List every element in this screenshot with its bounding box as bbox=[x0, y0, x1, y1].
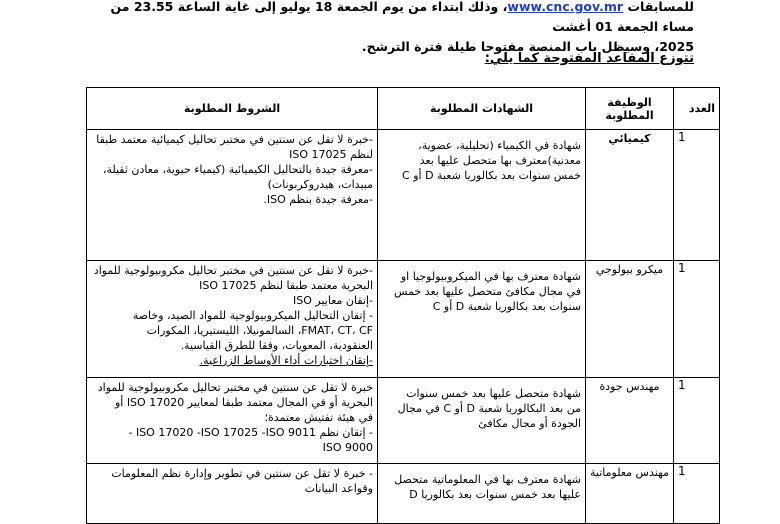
header-degrees: الشهادات المطلوبة bbox=[378, 88, 586, 130]
condition-line: لنظم ISO 17025 bbox=[289, 148, 373, 161]
header-count: العدد bbox=[674, 88, 720, 130]
condition-line: ISO 9000 bbox=[322, 441, 373, 454]
condition-line: -معرفة جيدة بنظم ISO. bbox=[263, 193, 373, 206]
cell-job: مهندس معلوماتية bbox=[586, 464, 674, 524]
degree-line: من بعد البكالوريا شعبة D أو C في مجال bbox=[397, 402, 581, 415]
degree-line: شهادة معترف بها في المعلوماتية متحصل bbox=[394, 473, 581, 486]
intro-line-1 bbox=[94, 0, 694, 37]
condition-line: - إتقان التحاليل الميكروبيولوجية للمواد الصيد، وخاصة bbox=[132, 309, 373, 322]
cell-count: 1 bbox=[674, 378, 720, 464]
condition-line: -إتقان اختبارات أداء الأوساط الزراعية. bbox=[199, 354, 373, 367]
intro-paragraph bbox=[94, 0, 694, 57]
header-job: الوظيفة المطلوبة bbox=[586, 88, 674, 130]
table-header-row bbox=[87, 88, 720, 130]
condition-line: البحرية معتمد طبقا لنظم ISO 17025 bbox=[199, 279, 373, 292]
condition-line: -معرفة جيدة بالتحاليل الكيميائية (كيمياء حيوية، معادن ثقيلة، bbox=[102, 163, 373, 176]
seats-table bbox=[86, 87, 720, 524]
condition-line: -خبرة لا تقل عن سنتين في مختبر تحاليل مكروبيولوجية للمواد bbox=[93, 264, 373, 277]
degree-line: شهادة معترف بها في الميكروبيولوجيا او bbox=[400, 270, 581, 283]
condition-line: العنقودية، المعويات، وفقا للطرق القياسية. bbox=[180, 339, 373, 352]
intro-rest: ، وذلك ابتداء من يوم الجمعة 18 يوليو إلى غاية الساعة 23.55 من مساء الجمعة 01 أغشت bbox=[110, 0, 694, 34]
condition-line: وقواعد البيانات bbox=[304, 482, 373, 495]
condition-line: البحرية أو في المجال معتمد طبقا لمعايير ISO 17020 أو bbox=[114, 396, 373, 409]
cell-job: كيميائي bbox=[586, 130, 674, 261]
section-heading: تتوزع المقاعد المفتوحة كما يلي: bbox=[484, 51, 694, 66]
cell-degrees bbox=[378, 378, 586, 464]
cell-conditions bbox=[87, 464, 378, 524]
cell-job: ميكرو بيولوجي bbox=[586, 261, 674, 378]
cell-count: 1 bbox=[674, 464, 720, 524]
cell-degrees bbox=[378, 464, 586, 524]
site-link[interactable]: www.cnc.gov.mr bbox=[507, 0, 624, 14]
condition-line: -خبرة لا تقل عن سنتين في مختبر تحاليل كيميائية معتمد طبقا bbox=[96, 133, 373, 146]
degree-line: شهادة في الكيمياء (تحليلية، عضوية، bbox=[418, 139, 581, 152]
table-row bbox=[87, 464, 720, 524]
cell-conditions bbox=[87, 261, 378, 378]
degree-line: معدنية)معترف بها متحصل عليها بعد bbox=[419, 154, 581, 167]
cell-count: 1 bbox=[674, 261, 720, 378]
table-row bbox=[87, 378, 720, 464]
condition-line: خبرة لا تقل عن سنتين في مختبر تحاليل مكروبيولوجية للمواد bbox=[97, 381, 373, 394]
condition-line: في هيئة تفتيش معتمدة؛ bbox=[264, 411, 373, 424]
table-row bbox=[87, 261, 720, 378]
degree-line: سنوات بعد بكالوريا شعبة D أو C bbox=[432, 300, 581, 313]
degree-line: شهادة متحصل عليها بعد خمس سنوات bbox=[406, 387, 581, 400]
header-conditions: الشروط المطلوبة bbox=[87, 88, 378, 130]
condition-line: FMAT، CT، CF، السالمونيلا، الليستيريا، المكورات bbox=[146, 324, 373, 337]
degree-line: الجودة أو مجال مكافئ bbox=[478, 417, 581, 430]
intro-line-2: 2025، وسيظل باب المنصة مفتوحا طيلة فترة الترشح. bbox=[361, 39, 694, 54]
condition-line: مبيدات، هيدروكربونات) bbox=[267, 178, 373, 191]
cell-count: 1 bbox=[674, 130, 720, 261]
cell-job: مهندس جودة bbox=[586, 378, 674, 464]
intro-prefix: للمسابقات bbox=[627, 0, 694, 14]
cell-conditions bbox=[87, 378, 378, 464]
cell-degrees bbox=[378, 261, 586, 378]
condition-line: - خبرة لا تقل عن سنتين في تطوير وإدارة نظم المعلومات bbox=[111, 467, 373, 480]
degree-line: في مجال مكافئ متحصل عليها بعد خمس bbox=[394, 285, 581, 298]
degree-line: عليها بعد خمس سنوات بعد بكالوريا D bbox=[409, 488, 581, 501]
table-row bbox=[87, 130, 720, 261]
condition-line: -إتقان معايير ISO bbox=[293, 294, 373, 307]
condition-line: - إتقان نظم ISO 17020 -ISO 17025 -ISO 9011 - bbox=[128, 426, 373, 439]
cell-degrees bbox=[378, 130, 586, 261]
degree-line: خمس سنوات بعد بكالوريا شعبة D أو C bbox=[402, 169, 581, 182]
cell-conditions bbox=[87, 130, 378, 261]
